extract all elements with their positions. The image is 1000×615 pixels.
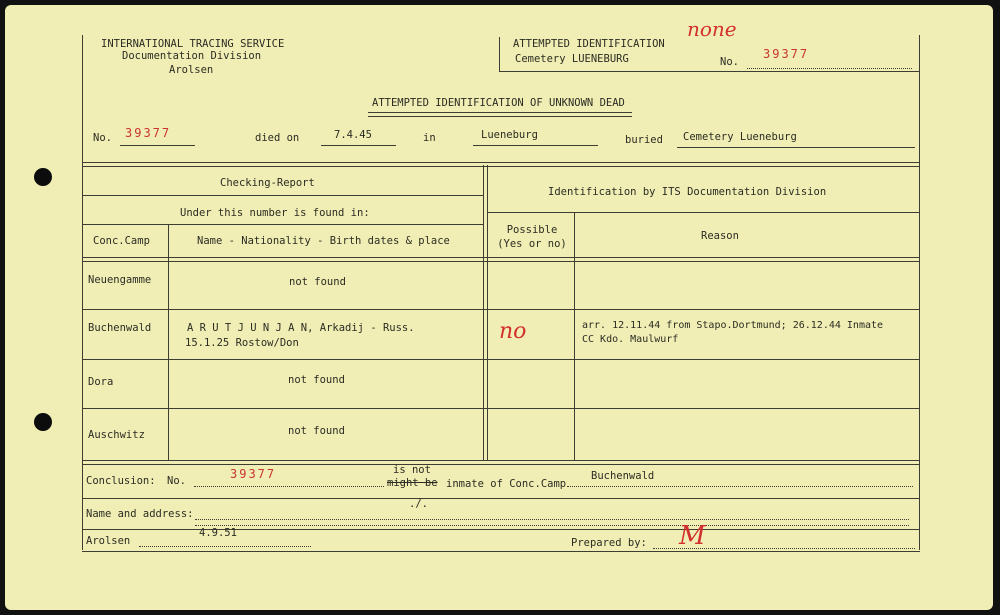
col-header-name: Name - Nationality - Birth dates & place bbox=[197, 235, 450, 247]
died-on-underline bbox=[321, 145, 396, 146]
frame-right bbox=[919, 35, 920, 550]
conclusion-no-dots bbox=[194, 486, 384, 487]
footer-city-label: Arolsen bbox=[86, 535, 131, 547]
row2-bottom bbox=[82, 359, 920, 360]
name-address-value: ./. bbox=[409, 498, 428, 510]
conclusion-camp-dots bbox=[567, 486, 913, 487]
col-header-possible: Possible (Yes or no) bbox=[497, 224, 567, 250]
prepared-by-label: Prepared by: bbox=[571, 537, 647, 549]
prepared-by-initial: M bbox=[679, 521, 706, 551]
col-header-camp: Conc.Camp bbox=[93, 235, 150, 247]
conclusion-might-be: might be bbox=[387, 477, 438, 489]
row-result-auschwitz: not found bbox=[288, 425, 345, 437]
checking-divider bbox=[82, 195, 483, 196]
row-result-neuengamme: not found bbox=[289, 276, 346, 288]
row1-bottom bbox=[82, 309, 920, 310]
row-camp-dora: Dora bbox=[88, 376, 114, 388]
conclusion-bottom bbox=[82, 498, 920, 499]
row-result-dora: not found bbox=[288, 374, 345, 386]
name-address-dots-2 bbox=[195, 525, 909, 526]
box-no-dots bbox=[747, 68, 912, 69]
row-camp-buchenwald: Buchenwald bbox=[88, 322, 152, 334]
row-reason-buchenwald-1: arr. 12.11.44 from Stapo.Dortmund; 26.12.44 Inmate bbox=[582, 320, 884, 331]
buried-label: buried bbox=[625, 134, 663, 146]
handwritten-none: none bbox=[687, 17, 737, 41]
conclusion-camp-value: Buchenwald bbox=[591, 470, 655, 482]
conclusion-is-not: is not bbox=[393, 464, 431, 476]
place-underline bbox=[473, 145, 598, 146]
checking-report-heading: Checking-Report bbox=[220, 177, 315, 189]
frame-bottom bbox=[82, 551, 920, 552]
row-result-buchenwald-1: A R U T J U N J A N, Arkadij - Russ. bbox=[187, 322, 415, 334]
header-row-bottom bbox=[82, 257, 920, 262]
footer-date-value: 4.9.51 bbox=[199, 527, 237, 539]
tracing-card bbox=[5, 5, 993, 610]
table-top bbox=[82, 162, 920, 167]
conclusion-label: Conclusion: bbox=[86, 475, 156, 487]
prepared-by-dots bbox=[653, 548, 915, 549]
box-no-label: No. bbox=[720, 56, 739, 68]
name-address-dots bbox=[195, 519, 909, 520]
left-header-divider bbox=[82, 224, 483, 225]
found-in-heading: Under this number is found in: bbox=[180, 207, 370, 219]
punch-hole-top bbox=[34, 168, 52, 186]
header-box-left bbox=[499, 37, 500, 71]
conclusion-no-value: 39377 bbox=[230, 467, 277, 481]
header-box-bottom bbox=[499, 71, 919, 72]
record-no-label: No. bbox=[93, 132, 112, 144]
table-bottom bbox=[82, 460, 920, 465]
in-label: in bbox=[423, 132, 436, 144]
identification-heading: Identification by ITS Documentation Division bbox=[548, 186, 827, 198]
conclusion-inmate-label: inmate of Conc.Camp bbox=[446, 478, 567, 490]
record-no-value: 39377 bbox=[125, 126, 172, 140]
row-result-buchenwald-2: 15.1.25 Rostow/Don bbox=[185, 337, 299, 349]
place-value: Lueneburg bbox=[481, 129, 538, 141]
record-no-underline bbox=[120, 145, 195, 146]
frame-left bbox=[82, 35, 83, 550]
row3-bottom bbox=[82, 408, 920, 409]
died-on-label: died on bbox=[255, 132, 300, 144]
org-name: INTERNATIONAL TRACING SERVICE bbox=[101, 38, 285, 50]
box-title: ATTEMPTED IDENTIFICATION bbox=[513, 38, 665, 50]
punch-hole-bottom bbox=[34, 413, 52, 431]
box-no-value: 39377 bbox=[763, 47, 810, 61]
doc-title-underline bbox=[368, 112, 632, 117]
row-reason-buchenwald-2: CC Kdo. Maulwurf bbox=[582, 334, 679, 345]
identification-divider bbox=[487, 212, 919, 213]
died-on-value: 7.4.45 bbox=[334, 129, 372, 141]
row-camp-neuengamme: Neuengamme bbox=[88, 274, 152, 286]
row-camp-auschwitz: Auschwitz bbox=[88, 429, 145, 441]
box-cemetery: Cemetery LUENEBURG bbox=[515, 53, 629, 65]
col-header-reason: Reason bbox=[701, 230, 739, 242]
org-city: Arolsen bbox=[169, 64, 214, 76]
col-divider-main bbox=[483, 165, 484, 460]
row-possible-buchenwald: no bbox=[499, 319, 527, 344]
doc-title: ATTEMPTED IDENTIFICATION OF UNKNOWN DEAD bbox=[372, 97, 625, 109]
org-division: Documentation Division bbox=[122, 50, 262, 62]
name-address-label: Name and address: bbox=[86, 508, 194, 520]
footer-date-dots bbox=[139, 546, 311, 547]
buried-value: Cemetery Lueneburg bbox=[683, 131, 797, 143]
col-divider-main-2 bbox=[487, 165, 488, 460]
conclusion-no-label: No. bbox=[167, 475, 186, 487]
buried-underline bbox=[677, 147, 915, 148]
